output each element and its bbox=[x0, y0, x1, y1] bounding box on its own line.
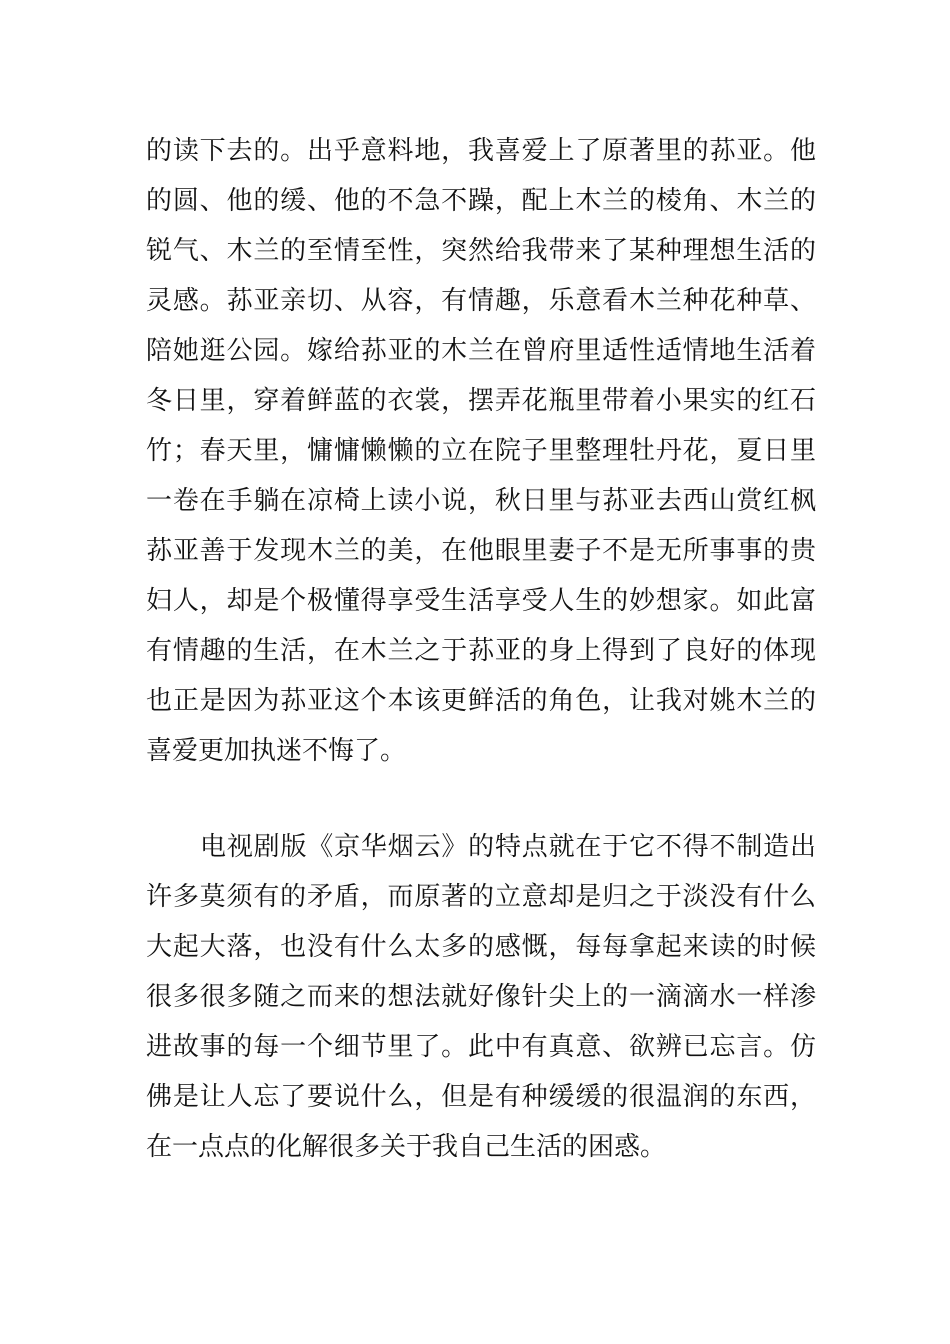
text-line: 喜爱更加执迷不悔了。 bbox=[146, 736, 407, 766]
text-line: 也正是因为荪亚这个本该更鲜活的角色，让我对姚木兰的 bbox=[146, 686, 816, 716]
text-line: 很多很多随之而来的想法就好像针尖上的一滴滴水一样渗 bbox=[146, 982, 816, 1012]
text-line: 电视剧版《京华烟云》的特点就在于它不得不制造出 bbox=[200, 832, 816, 862]
text-line: 竹；春天里，慵慵懒懒的立在院子里整理牡丹花，夏日里 bbox=[146, 436, 816, 466]
text-line: 锐气、木兰的至情至性，突然给我带来了某种理想生活的 bbox=[146, 236, 816, 266]
text-line: 的读下去的。出乎意料地，我喜爱上了原著里的荪亚。他 bbox=[146, 136, 816, 166]
text-line: 许多莫须有的矛盾，而原著的立意却是归之于淡没有什么 bbox=[146, 882, 816, 912]
text-line: 冬日里，穿着鲜蓝的衣裳，摆弄花瓶里带着小果实的红石 bbox=[146, 386, 816, 416]
text-line: 灵感。荪亚亲切、从容，有情趣，乐意看木兰种花种草、 bbox=[146, 286, 816, 316]
paragraph-2 bbox=[146, 822, 816, 1172]
text-line: 有情趣的生活，在木兰之于荪亚的身上得到了良好的体现 bbox=[146, 636, 816, 666]
paragraph-1 bbox=[146, 126, 816, 776]
text-line: 荪亚善于发现木兰的美，在他眼里妻子不是无所事事的贵 bbox=[146, 536, 816, 566]
text-line: 进故事的每一个细节里了。此中有真意、欲辨已忘言。仿 bbox=[146, 1032, 816, 1062]
text-line: 妇人，却是个极懂得享受生活享受人生的妙想家。如此富 bbox=[146, 586, 816, 616]
text-line: 的圆、他的缓、他的不急不躁，配上木兰的棱角、木兰的 bbox=[146, 186, 816, 216]
text-line: 大起大落，也没有什么太多的感慨，每每拿起来读的时候 bbox=[146, 932, 816, 962]
text-line: 佛是让人忘了要说什么，但是有种缓缓的很温润的东西， bbox=[146, 1082, 816, 1112]
text-line: 一卷在手躺在凉椅上读小说，秋日里与荪亚去西山赏红枫 bbox=[146, 486, 816, 516]
text-line: 在一点点的化解很多关于我自己生活的困惑。 bbox=[146, 1132, 667, 1162]
text-line: 陪她逛公园。嫁给荪亚的木兰在曾府里适性适情地生活着 bbox=[146, 336, 816, 366]
